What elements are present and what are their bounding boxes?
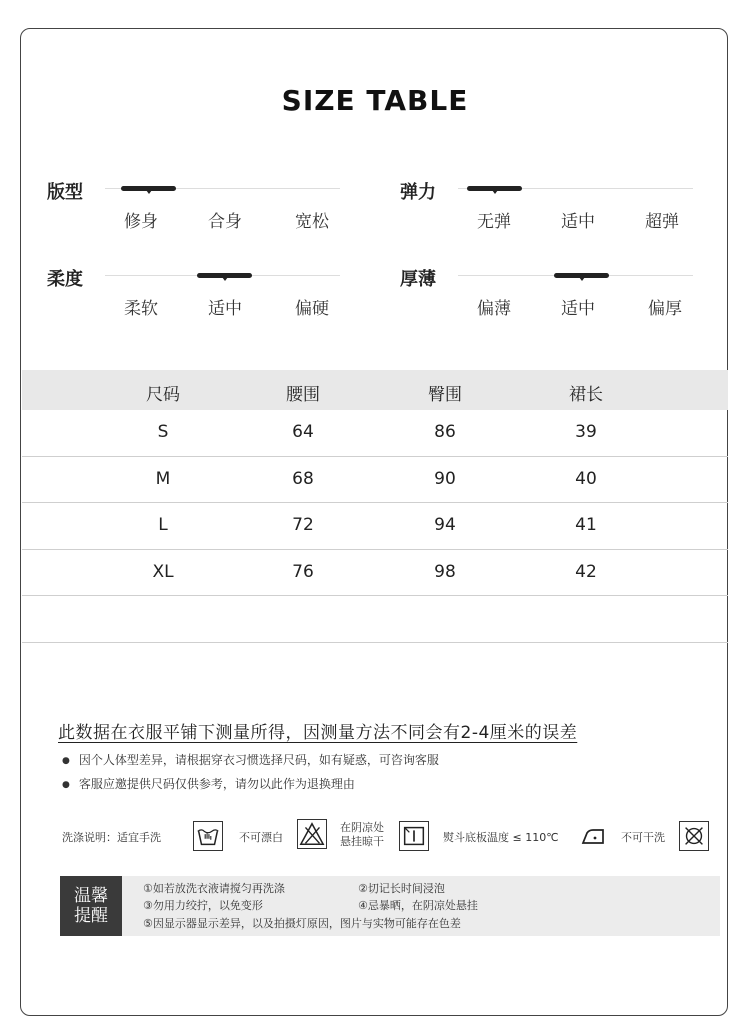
elasticity-option-2: 适中 (561, 212, 595, 232)
elasticity-option-3: 超弹 (645, 212, 679, 232)
note-bullet-2 (62, 775, 355, 792)
tip-1: ①如若放洗衣液请搅匀再洗涤 (143, 882, 285, 895)
softness-option-2: 适中 (208, 299, 242, 319)
no-dry-clean-label: 不可干洗 (621, 831, 665, 844)
attr-label-thickness: 厚薄 (400, 269, 436, 290)
fit-scale-marker (121, 186, 176, 191)
page-title: SIZE TABLE (281, 84, 469, 117)
row-xl-hip: 98 (434, 562, 456, 582)
row-l-length: 41 (575, 515, 597, 535)
row-xl-length: 42 (575, 562, 597, 582)
table-row-divider (22, 456, 728, 457)
row-m-length: 40 (575, 469, 597, 489)
attr-label-elasticity: 弹力 (400, 182, 436, 203)
tip-5: ⑤因显示器显示差异，以及拍摄灯原因，图片与实物可能存在色差 (143, 917, 461, 930)
fit-option-3: 宽松 (295, 212, 329, 232)
attr-label-softness: 柔度 (47, 269, 83, 290)
elasticity-option-1: 无弹 (477, 212, 511, 232)
thickness-option-3: 偏厚 (648, 299, 682, 319)
tip-4: ④忌暴晒，在阴凉处悬挂 (358, 899, 478, 912)
hand-wash-icon (193, 821, 223, 851)
header-hip: 臀围 (428, 385, 462, 405)
table-row-divider (22, 595, 728, 596)
thickness-option-1: 偏薄 (477, 299, 511, 319)
row-s-length: 39 (575, 422, 597, 442)
note-bullet-2-text: 客服应邀提供尺码仅供参考，请勿以此作为退换理由 (78, 777, 355, 791)
tips-badge (60, 876, 122, 936)
tips-badge-line-2: 提醒 (74, 906, 108, 926)
row-m-hip: 90 (434, 469, 456, 489)
header-waist: 腰围 (286, 385, 320, 405)
row-s-hip: 86 (434, 422, 456, 442)
softness-scale-marker (197, 273, 252, 278)
row-m-size: M (155, 469, 171, 489)
note-bullet-1-text: 因个人体型差异，请根据穿衣习惯选择尺码，如有疑惑，可咨询客服 (78, 753, 439, 767)
header-size: 尺码 (146, 385, 180, 405)
thickness-option-2: 适中 (561, 299, 595, 319)
header-length: 裙长 (569, 385, 603, 405)
thickness-scale-marker (554, 273, 609, 278)
row-l-hip: 94 (434, 515, 456, 535)
fit-option-1: 修身 (124, 212, 158, 232)
no-bleach-icon (297, 819, 327, 849)
row-s-size: S (157, 422, 169, 442)
shade-dry-line-1: 在阴凉处 (340, 821, 384, 834)
elasticity-scale-marker (467, 186, 522, 191)
tip-3: ③勿用力绞拧，以免变形 (143, 899, 263, 912)
table-row-divider (22, 549, 728, 550)
no-bleach-label: 不可漂白 (239, 831, 283, 844)
tips-badge-line-1: 温馨 (74, 886, 108, 906)
no-dry-clean-icon (679, 821, 709, 851)
row-xl-size: XL (152, 562, 174, 582)
measurement-note: 此数据在衣服平铺下测量所得，因测量方法不同会有2-4厘米的误差 (58, 723, 578, 743)
shade-dry-line-2: 悬挂晾干 (340, 835, 384, 848)
row-m-waist: 68 (292, 469, 314, 489)
row-l-size: L (158, 515, 168, 535)
row-l-waist: 72 (292, 515, 314, 535)
iron-label: 熨斗底板温度 ≤ 110℃ (443, 831, 559, 844)
softness-option-1: 柔软 (124, 299, 158, 319)
tip-2: ②切记长时间浸泡 (358, 882, 445, 895)
shade-dry-label (340, 821, 384, 849)
attr-label-fit: 版型 (47, 182, 83, 203)
line-dry-shade-icon (399, 821, 429, 851)
table-row-divider (22, 502, 728, 503)
iron-icon (578, 821, 608, 851)
row-s-waist: 64 (292, 422, 314, 442)
row-xl-waist: 76 (292, 562, 314, 582)
note-bullet-1 (62, 751, 439, 768)
softness-option-3: 偏硬 (295, 299, 329, 319)
table-row-divider (22, 642, 728, 643)
wash-label: 洗涤说明：适宜手洗 (62, 831, 161, 844)
fit-option-2: 合身 (208, 212, 242, 232)
